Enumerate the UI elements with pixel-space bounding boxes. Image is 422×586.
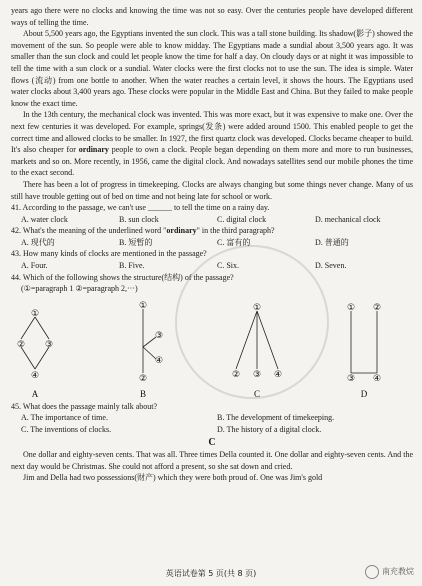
question-45	[11, 401, 413, 436]
watermark	[365, 565, 414, 579]
option-c[interactable]: C. Six.	[217, 261, 240, 271]
question-43-options	[11, 260, 413, 272]
q42-stem-b: " in the third paragraph?	[196, 226, 275, 236]
b-node-2: ②	[138, 373, 148, 384]
c-node-2: ②	[231, 369, 241, 380]
wechat-icon	[365, 565, 379, 579]
option-a[interactable]: A. Four.	[21, 261, 48, 271]
paragraph-3-text-a: In the 13th century, the mechanical clock was invented. This was more exact, but it was expensive to make one. Over the next few centuries it was developed. For example, springs(发条) were added around 1500. This enabled people to get the correct time and allowed clocks to be smaller. In 1927, the first quartz clock was developed. Clocks became cheaper to build. It's also cheaper for	[11, 110, 413, 155]
a-node-3: ③	[44, 339, 54, 350]
page-footer: 英语试卷第 5 页(共 8 页)	[165, 569, 257, 578]
passage-c-paragraph-1: One dollar and eighty-seven cents. That was all. Three times Della counted it. One dollar and eighty-seven cents. And the next day would be Christmas. She could not afford a present, so she sat down and cried.	[11, 450, 413, 471]
option-a[interactable]: A. water clock	[21, 214, 68, 224]
option-b[interactable]: B. The development of timekeeping.	[217, 413, 335, 423]
option-b[interactable]: B. sun clock	[119, 214, 159, 224]
passage-c-paragraph-2: Jim and Della had two possessions(财产) which they were both proud of. One was Jim's gold	[23, 473, 323, 483]
question-41-stem: 41. According to the passage, we can't use ______ to tell the time on a rainy day.	[11, 203, 270, 213]
question-43	[11, 248, 413, 271]
diagram-label-d[interactable]: D	[360, 388, 368, 399]
diagram-label-b[interactable]: B	[139, 388, 147, 399]
a-node-1: ①	[30, 308, 40, 319]
diagram-label-c[interactable]: C	[253, 388, 261, 399]
c-node-3: ③	[252, 369, 262, 380]
question-42	[11, 225, 413, 248]
q42-stem-a: 42. What's the meaning of the underlined word "	[11, 226, 167, 236]
option-a[interactable]: A. 现代的	[21, 237, 55, 247]
question-41	[11, 202, 413, 225]
passage-b-paragraph-4: There has been a lot of progress in timekeeping. Clocks are always changing but some things never change. Many of us still have trouble getting out of bed on time and not being late for school or work.	[11, 179, 413, 201]
d-node-4: ④	[372, 373, 382, 384]
option-b[interactable]: B. Five.	[119, 261, 145, 271]
question-42-stem	[11, 225, 413, 237]
passage-b-paragraph-2: About 5,500 years ago, the Egyptians invented the sun clock. This was a tall stone building. Its shadow(影子) showed the movement of the sun. So people were able to know midday. The Egyptians made a sundial about 3,500 years ago. It was smaller than the sun clock and could let people know the time for half a day. On cloudy days or at night it was impossible to tell the time with a sun clock or a sundial. Water clocks were the first clocks not to use the sun. The idea is simple. Water flows (流动) from one bottle to another. When the water reaches a certain level, it shows the hours. The Egyptians used water clocks about 3,400 years ago. These clocks were popular in the Middle East and China. But they failed to make people know the exact time.	[11, 29, 413, 108]
b-node-3: ③	[154, 330, 164, 341]
b-node-4: ④	[154, 355, 164, 366]
question-43-stem: 43. How many kinds of clocks are mentioned in the passage?	[11, 249, 207, 259]
option-d[interactable]: D. mechanical clock	[315, 214, 381, 224]
c-node-1: ①	[252, 302, 262, 313]
c-node-4: ④	[273, 369, 283, 380]
option-b[interactable]: B. 短暂的	[119, 237, 153, 247]
paragraph-3-text-b: people to own a clock. People began depending on them more and more to run businesses, markets and so on. More recently, in 1956, came the digital clock. And nowadays satellites send our mobile phones the time to the exact second.	[11, 145, 414, 178]
d-node-3: ③	[346, 373, 356, 384]
ordinary-word: ordinary	[78, 145, 109, 155]
a-node-2: ②	[16, 339, 26, 350]
question-41-options	[11, 214, 413, 226]
exam-page	[11, 5, 413, 484]
a-node-4: ④	[30, 370, 40, 381]
question-44-stem: 44. Which of the following shows the structure(结构) of the passage?	[11, 272, 234, 282]
structure-diagrams-svg	[11, 297, 413, 401]
question-44-note: (①=paragraph 1 ②=paragraph 2,···)	[21, 284, 138, 294]
option-c[interactable]: C. digital clock	[217, 214, 267, 224]
section-c-heading: C	[208, 436, 216, 448]
option-c[interactable]: C. The inventions of clocks.	[21, 425, 112, 435]
watermark-text: 南充教烷	[382, 567, 414, 577]
passage-b-paragraph-3	[11, 109, 413, 179]
option-a[interactable]: A. The importance of time.	[21, 413, 108, 423]
d-node-1: ①	[346, 302, 356, 313]
option-c[interactable]: C. 富有的	[217, 237, 251, 247]
structure-diagrams	[11, 297, 413, 401]
question-45-options	[11, 412, 413, 435]
question-45-stem: 45. What does the passage mainly talk about?	[11, 401, 158, 411]
option-d[interactable]: D. 普通的	[315, 237, 349, 247]
b-node-1: ①	[138, 300, 148, 311]
diagram-label-a[interactable]: A	[31, 388, 39, 399]
question-44	[11, 272, 413, 401]
passage-b-paragraph-1: years ago there were no clocks and knowing the time was not so easy. Over the centuries people have developed different ways of telling the time.	[11, 6, 413, 27]
d-node-2: ②	[372, 302, 382, 313]
q42-bold-word: ordinary	[166, 226, 197, 236]
option-d[interactable]: D. The history of a digital clock.	[217, 425, 322, 435]
option-d[interactable]: D. Seven.	[315, 261, 347, 271]
question-42-options	[11, 237, 413, 249]
